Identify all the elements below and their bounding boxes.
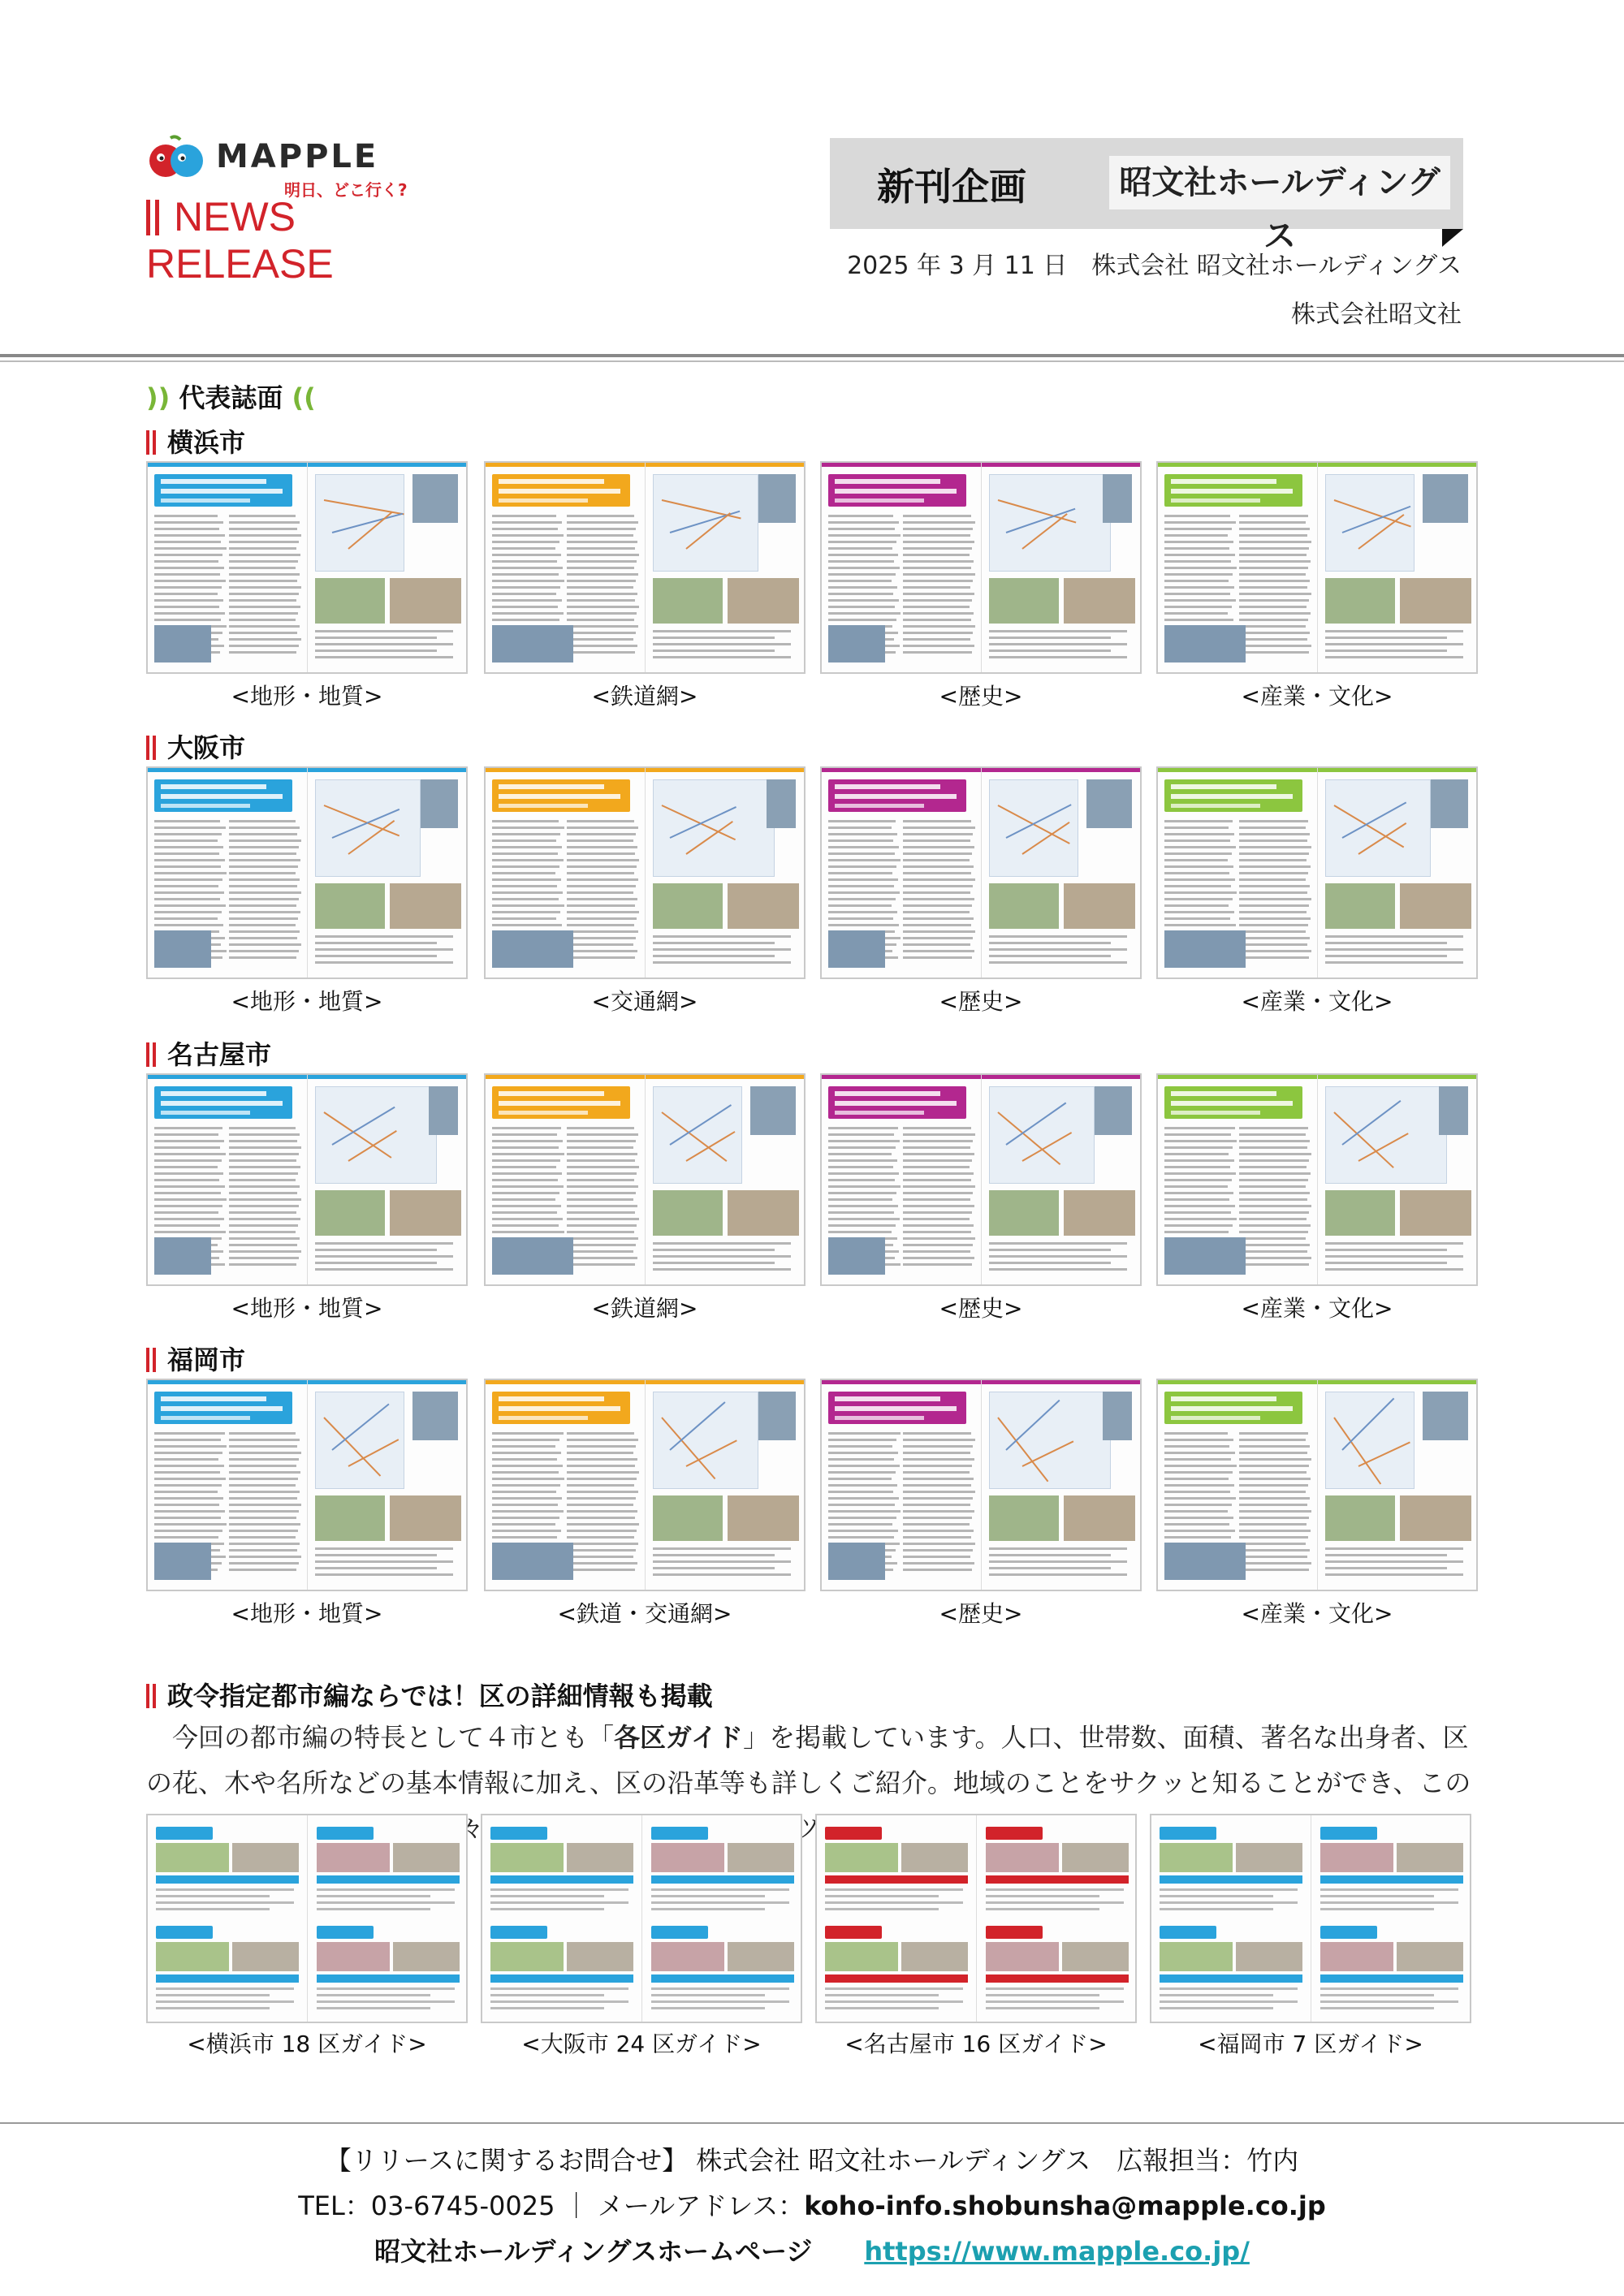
spread-caption: <産業・文化> [1241, 683, 1393, 710]
feature-heading: 政令指定都市編ならでは！区の詳細情報も掲載 [146, 1676, 713, 1713]
title-box [830, 138, 1463, 255]
spread-thumbnail [820, 1379, 1142, 1591]
spread-caption: <歴史> [939, 1295, 1023, 1322]
mapple-logo [146, 130, 455, 287]
company-name: 株式会社昭文社 [1291, 300, 1462, 329]
ward-guide-thumbnail [481, 1814, 802, 2023]
spread-caption: <地形・地質> [231, 683, 383, 710]
spread-thumbnail [484, 1379, 806, 1591]
spread-thumbnail [1156, 1073, 1478, 1286]
title-company: 昭文社ホールディングス [1109, 156, 1450, 209]
homepage-line: 昭文社ホールディングスホームページ https://www.mapple.co.jp/ [374, 2236, 1250, 2267]
spread-caption: <鉄道網> [591, 1295, 698, 1322]
spread-caption: <産業・文化> [1241, 988, 1393, 1015]
section-heading: )) 代表誌面 (( [146, 382, 316, 413]
spread-thumbnail [146, 1379, 468, 1591]
city-heading: 福岡市 [146, 1340, 245, 1377]
spread-caption: <産業・文化> [1241, 1600, 1393, 1627]
spread-thumbnail [1156, 1379, 1478, 1591]
spread-caption: <歴史> [939, 683, 1023, 710]
ward-guide-caption: <名古屋市 16 区ガイド> [844, 2031, 1108, 2057]
ward-guide-caption: <大阪市 24 区ガイド> [521, 2031, 762, 2057]
city-heading: 大阪市 [146, 727, 245, 765]
city-heading: 横浜市 [146, 422, 245, 460]
spread-caption: <地形・地質> [231, 988, 383, 1015]
ward-guide-caption: <横浜市 18 区ガイド> [187, 2031, 427, 2057]
email-link[interactable]: koho-info.shobunsha@mapple.co.jp [804, 2190, 1326, 2221]
spread-caption: <地形・地質> [231, 1600, 383, 1627]
news-release-label: NEWS RELEASE [146, 194, 334, 287]
page-title: 新刊企画 [877, 165, 1026, 209]
spread-thumbnail [1156, 766, 1478, 979]
spread-caption: <交通網> [591, 988, 698, 1015]
ward-guide-caption: <福岡市 7 区ガイド> [1198, 2031, 1423, 2057]
spread-caption: <産業・文化> [1241, 1295, 1393, 1322]
ward-guide-thumbnail [815, 1814, 1137, 2023]
spread-thumbnail [484, 461, 806, 674]
spread-thumbnail [820, 1073, 1142, 1286]
spread-thumbnail [1156, 461, 1478, 674]
contact-tel-mail: TEL：03-6745-0025 ｜ メールアドレス：koho-info.shobunsha@mapple.co.jp [298, 2190, 1326, 2221]
spread-thumbnail [146, 461, 468, 674]
spread-thumbnail [484, 766, 806, 979]
ward-guide-thumbnail [1150, 1814, 1471, 2023]
homepage-link[interactable]: https://www.mapple.co.jp/ [864, 2236, 1250, 2267]
spread-thumbnail [820, 766, 1142, 979]
spread-thumbnail [146, 766, 468, 979]
spread-caption: <歴史> [939, 988, 1023, 1015]
spread-caption: <鉄道・交通網> [557, 1600, 732, 1627]
feature-body: 今回の都市編の特長として４市とも「各区ガイド」を掲載しています。人口、世帯数、面積、著名な出身者、区の花、木や名所などの基本情報に加え、区の沿革等も詳しくご紹介。地域のことをサクッと知ることができ、この 々 ンテンツです。 [146, 1722, 1471, 1844]
release-date: 2025 年 3 月 11 日 株式会社 昭文社ホールディングス [847, 252, 1462, 280]
brand-name: MAPPLE [216, 138, 379, 175]
ward-guide-thumbnail [146, 1814, 468, 2023]
contact-line: 【リリースに関するお問合せ】 株式会社 昭文社ホールディングス 広報担当：竹内 [325, 2145, 1299, 2176]
city-heading: 名古屋市 [146, 1034, 271, 1072]
mapple-logo-icon [146, 135, 211, 180]
tel: TEL：03-6745-0025 [298, 2190, 555, 2221]
spread-thumbnail [146, 1073, 468, 1286]
spread-thumbnail [820, 461, 1142, 674]
spread-caption: <鉄道網> [591, 683, 698, 710]
spread-thumbnail [484, 1073, 806, 1286]
spread-caption: <歴史> [939, 1600, 1023, 1627]
spread-caption: <地形・地質> [231, 1295, 383, 1322]
brand-tagline: 明日、どこ行く? [284, 180, 408, 200]
